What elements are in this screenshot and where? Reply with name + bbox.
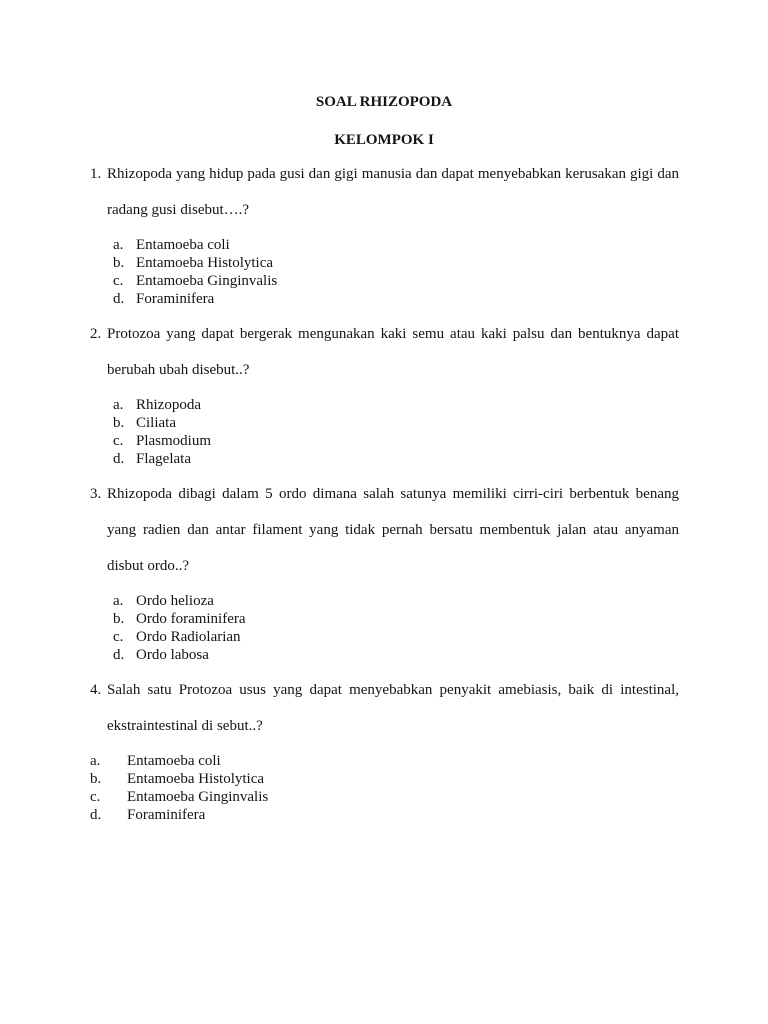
answer-option-a	[90, 236, 690, 254]
option-letter: d.	[113, 291, 125, 307]
option-text: Ordo Radiolarian	[136, 629, 241, 645]
question-text-line: radang gusi disebut….?	[107, 202, 250, 218]
answer-option-a	[90, 592, 690, 610]
question-number: 2.	[90, 326, 102, 342]
question-stem	[90, 672, 690, 744]
question-text-line: Protozoa yang dapat bergerak mengunakan kaki semu atau kaki palsu dan bentuknya dapat	[107, 326, 679, 342]
option-letter: c.	[113, 433, 124, 449]
question-text-line: ekstraintestinal di sebut..?	[107, 718, 263, 734]
question-3	[90, 476, 690, 664]
answer-option-b	[90, 610, 690, 628]
option-text: Foraminifera	[136, 291, 215, 307]
answer-option-a	[90, 396, 690, 414]
answer-option-c	[90, 788, 690, 806]
option-text: Entamoeba Histolytica	[136, 255, 274, 271]
answer-option-d	[90, 290, 690, 308]
answer-option-b	[90, 770, 690, 788]
question-stem	[90, 156, 690, 228]
option-text: Ordo helioza	[136, 593, 214, 609]
option-letter: a.	[113, 593, 124, 609]
question-1	[90, 156, 690, 308]
question-number: 3.	[90, 486, 102, 502]
option-text: Entamoeba Histolytica	[127, 771, 265, 787]
answer-option-b	[90, 414, 690, 432]
question-text-line: Salah satu Protozoa usus yang dapat menyebabkan penyakit amebiasis, baik di intestinal,	[107, 682, 679, 698]
option-text: Ciliata	[136, 415, 176, 431]
question-4	[90, 672, 690, 824]
option-letter: a.	[113, 397, 124, 413]
answer-option-b	[90, 254, 690, 272]
question-stem	[90, 316, 690, 388]
question-list	[90, 156, 690, 832]
option-text: Entamoeba coli	[136, 237, 230, 253]
option-text: Rhizopoda	[136, 397, 201, 413]
question-number: 1.	[90, 166, 102, 182]
group-label: KELOMPOK I	[334, 132, 434, 148]
question-text-line: Rhizopoda yang hidup pada gusi dan gigi manusia dan dapat menyebabkan kerusakan gigi dan	[107, 166, 679, 182]
answer-option-c	[90, 432, 690, 450]
answer-options	[90, 396, 690, 468]
option-letter: b.	[113, 611, 125, 627]
answer-option-c	[90, 628, 690, 646]
option-letter: d.	[113, 647, 125, 663]
answer-option-c	[90, 272, 690, 290]
option-letter: c.	[90, 789, 101, 805]
question-stem	[90, 476, 690, 584]
option-letter: c.	[113, 273, 124, 289]
option-letter: b.	[90, 771, 102, 787]
option-letter: d.	[113, 451, 125, 467]
option-text: Entamoeba coli	[127, 753, 221, 769]
answer-option-a	[90, 752, 690, 770]
option-letter: d.	[90, 807, 102, 823]
answer-option-d	[90, 646, 690, 664]
question-text-line: yang radien dan antar filament yang tidak pernah bersatu membentuk jalan atau anyaman	[107, 522, 679, 538]
option-letter: a.	[90, 753, 101, 769]
question-text-line: berubah ubah disebut..?	[107, 362, 250, 378]
answer-options	[90, 592, 690, 664]
question-number: 4.	[90, 682, 102, 698]
answer-options	[90, 236, 690, 308]
option-letter: c.	[113, 629, 124, 645]
option-text: Foraminifera	[127, 807, 206, 823]
option-text: Ordo foraminifera	[136, 611, 246, 627]
document-title: SOAL RHIZOPODA	[315, 94, 453, 110]
question-text-line: disbut ordo..?	[107, 558, 190, 574]
option-text: Plasmodium	[136, 433, 212, 449]
option-text: Ordo labosa	[136, 647, 209, 663]
answer-options	[90, 752, 690, 824]
option-letter: a.	[113, 237, 124, 253]
question-text-line: Rhizopoda dibagi dalam 5 ordo dimana salah satunya memiliki cirri-ciri berbentuk benang	[107, 486, 679, 502]
option-letter: b.	[113, 255, 125, 271]
option-text: Entamoeba Ginginvalis	[136, 273, 278, 289]
answer-option-d	[90, 450, 690, 468]
option-letter: b.	[113, 415, 125, 431]
question-2	[90, 316, 690, 468]
option-text: Entamoeba Ginginvalis	[127, 789, 269, 805]
option-text: Flagelata	[136, 451, 191, 467]
answer-option-d	[90, 806, 690, 824]
